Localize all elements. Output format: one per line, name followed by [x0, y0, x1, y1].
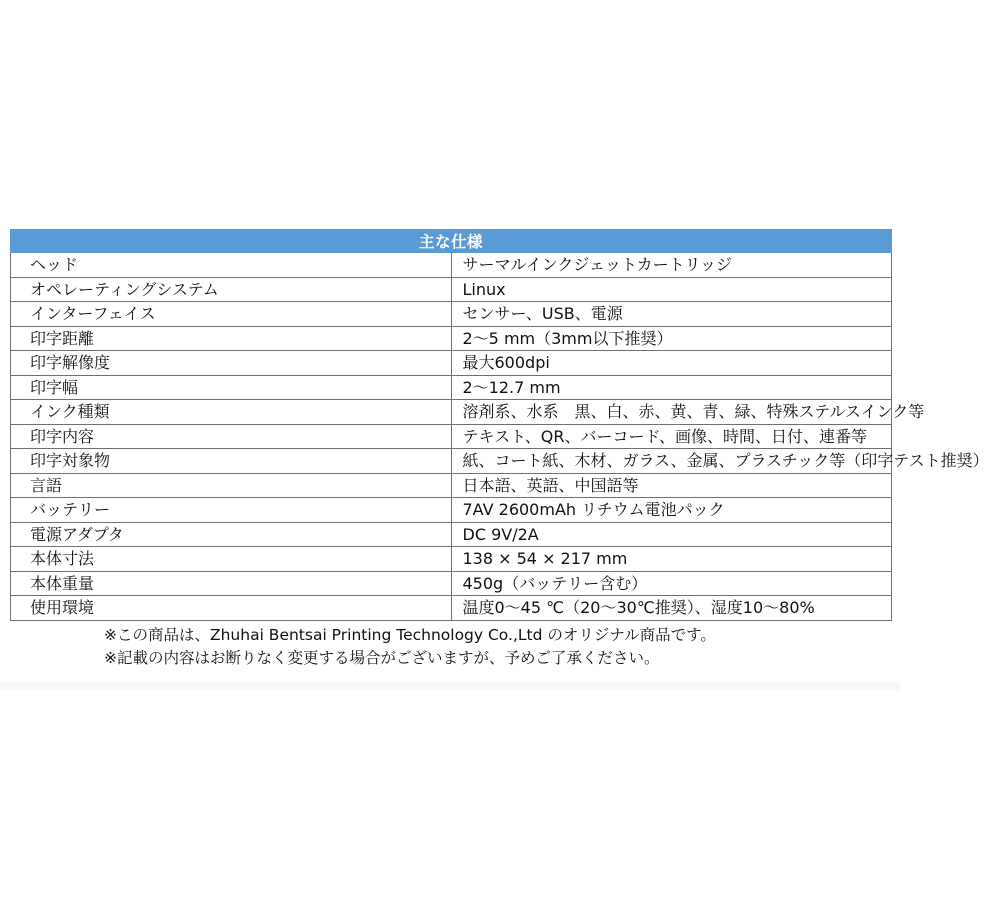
spec-value: 7AV 2600mAh リチウム電池パック — [451, 498, 892, 523]
spec-key: 印字対象物 — [11, 449, 452, 474]
table-row — [11, 326, 892, 351]
spec-value: 日本語、英語、中国語等 — [451, 473, 892, 498]
table-row — [11, 547, 892, 572]
spec-value: 2～5 mm（3mm以下推奨） — [451, 326, 892, 351]
table-row — [11, 375, 892, 400]
spec-key: インク種類 — [11, 400, 452, 425]
spec-value: テキスト、QR、バーコード、画像、時間、日付、連番等 — [451, 424, 892, 449]
spec-key: バッテリー — [11, 498, 452, 523]
spec-key: 印字幅 — [11, 375, 452, 400]
table-row — [11, 522, 892, 547]
spec-value: センサー、USB、電源 — [451, 302, 892, 327]
spec-value: 2～12.7 mm — [451, 375, 892, 400]
spec-value: 450g（バッテリー含む） — [451, 571, 892, 596]
bottom-band — [0, 682, 900, 690]
table-row — [11, 424, 892, 449]
note-change-disclaimer: ※記載の内容はお断りなく変更する場合がございますが、予めご了承ください。 — [104, 648, 660, 667]
spec-table — [10, 229, 989, 621]
spec-value: 紙、コート紙、木材、ガラス、金属、プラスチック等（印字テスト推奨） — [451, 449, 892, 474]
table-row — [11, 277, 892, 302]
spec-key: 印字距離 — [11, 326, 452, 351]
table-row — [11, 596, 892, 621]
note-original-product: ※この商品は、Zhuhai Bentsai Printing Technology Co.,Ltd のオリジナル商品です。 — [104, 625, 716, 644]
table-row — [11, 351, 892, 376]
spec-table-header-row — [11, 230, 892, 253]
table-row — [11, 498, 892, 523]
spec-key: 本体重量 — [11, 571, 452, 596]
spec-value: DC 9V/2A — [451, 522, 892, 547]
spec-key: 印字解像度 — [11, 351, 452, 376]
spec-key: 印字内容 — [11, 424, 452, 449]
table-row — [11, 302, 892, 327]
spec-key: インターフェイス — [11, 302, 452, 327]
spec-value: 温度0～45 ℃（20～30℃推奨）、湿度10～80% — [451, 596, 892, 621]
spec-key: 本体寸法 — [11, 547, 452, 572]
spec-key: ヘッド — [11, 253, 452, 278]
spec-value: サーマルインクジェットカートリッジ — [451, 253, 892, 278]
spec-value: Linux — [451, 277, 892, 302]
spec-value: 溶剤系、水系 黒、白、赤、黄、青、緑、特殊ステルスインク等 — [451, 400, 892, 425]
spec-key: 電源アダプタ — [11, 522, 452, 547]
table-row — [11, 571, 892, 596]
spec-table-title: 主な仕様 — [11, 230, 892, 253]
table-row — [11, 473, 892, 498]
table-row — [11, 449, 892, 474]
spec-key: オペレーティングシステム — [11, 277, 452, 302]
spec-key: 言語 — [11, 473, 452, 498]
spec-value: 最大600dpi — [451, 351, 892, 376]
spec-section — [10, 229, 989, 670]
table-row — [11, 253, 892, 278]
spec-value: 138 × 54 × 217 mm — [451, 547, 892, 572]
notes — [10, 624, 892, 670]
spec-key: 使用環境 — [11, 596, 452, 621]
table-row — [11, 400, 892, 425]
